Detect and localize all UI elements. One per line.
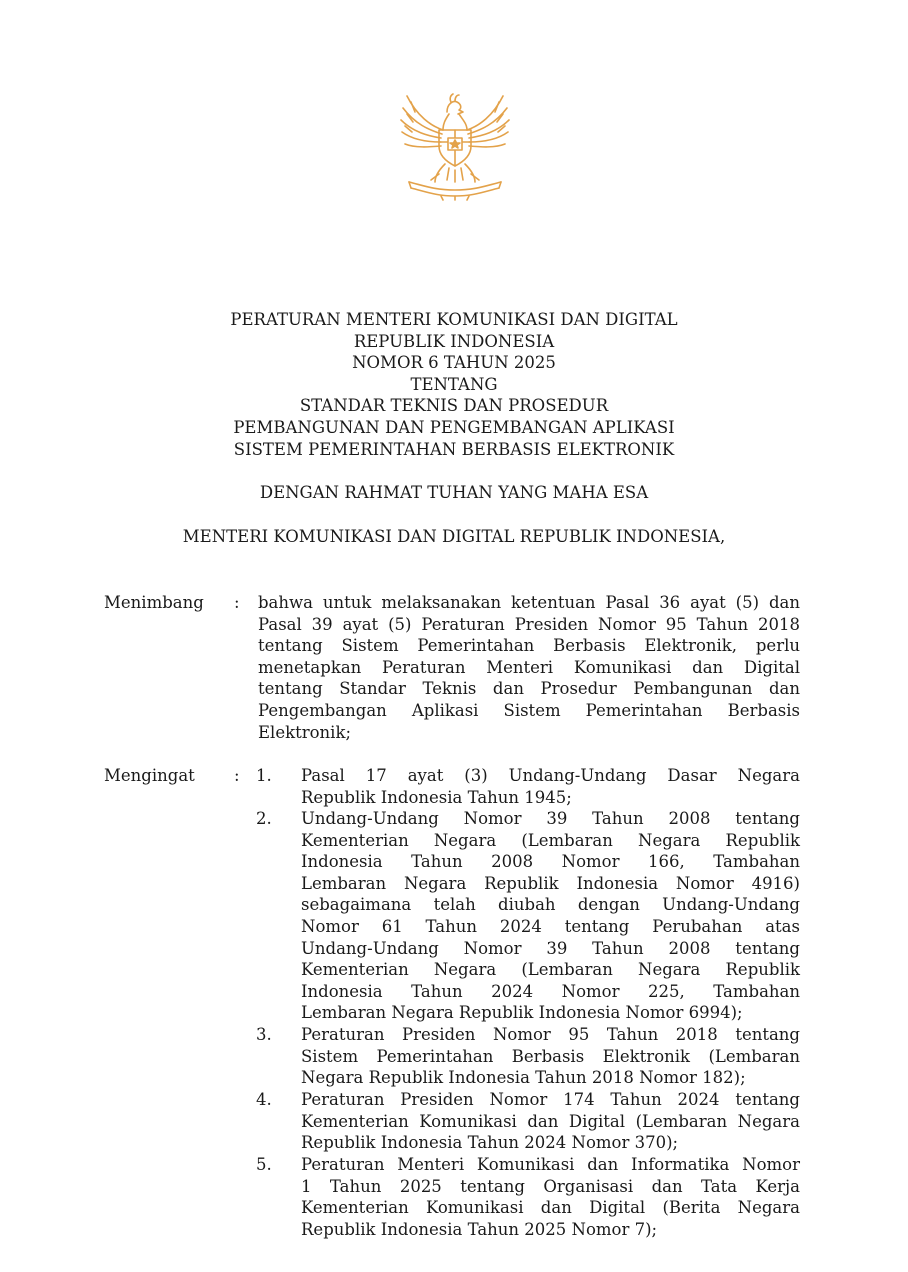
title-line: SISTEM PEMERINTAHAN BERBASIS ELEKTRONIK: [233, 439, 675, 459]
title-line: TENTANG: [410, 374, 498, 394]
regulation-title: [0, 309, 908, 460]
text-line: Sistem Pemerintahan Berbasis Elektronik (Lembaran: [301, 1046, 800, 1066]
text-line: Kementerian Negara (Lembaran Negara Republik: [301, 830, 800, 850]
item-number: 4.: [256, 1090, 272, 1109]
text-line: Peraturan Presiden Nomor 95 Tahun 2018 tentang: [301, 1025, 800, 1044]
text-line: 1 Tahun 2025 tentang Organisasi dan Tata Kerja: [301, 1176, 800, 1196]
text-line: sebagaimana telah diubah dengan Undang-Undang: [301, 895, 800, 915]
text-line: Undang-Undang Nomor 39 Tahun 2008 tentang: [301, 938, 800, 958]
text-line: Elektronik;: [258, 722, 351, 742]
text-line: Pasal 17 ayat (3) Undang-Undang Dasar Negara: [301, 766, 800, 785]
item-number: 2.: [256, 809, 272, 828]
item-number: 3.: [256, 1025, 272, 1044]
text-line: Republik Indonesia Tahun 1945;: [301, 787, 572, 807]
garuda-emblem-icon: [395, 90, 515, 202]
text-line: Kementerian Komunikasi dan Digital (Berita Negara: [301, 1198, 800, 1218]
menimbang-colon: :: [234, 593, 240, 612]
text-line: Undang-Undang Nomor 39 Tahun 2008 tentang: [301, 809, 800, 828]
mengingat-label: Mengingat: [104, 766, 195, 785]
invocation: DENGAN RAHMAT TUHAN YANG MAHA ESA: [259, 483, 649, 502]
text-line: Kementerian Negara (Lembaran Negara Republik: [301, 960, 800, 980]
item-text: [301, 1024, 800, 1089]
mengingat-colon: :: [234, 766, 240, 785]
text-line: Peraturan Menteri Komunikasi dan Informatika Nomor: [301, 1155, 800, 1174]
text-line: Nomor 61 Tahun 2024 tentang Perubahan atas: [301, 916, 800, 936]
text-line: Kementerian Komunikasi dan Digital (Lembaran Negara: [301, 1111, 800, 1131]
menimbang-text: [258, 592, 800, 743]
item-text: [301, 765, 800, 808]
menimbang-label: Menimbang: [104, 593, 204, 612]
text-line: Lembaran Negara Republik Indonesia Nomor 6994);: [301, 1003, 743, 1023]
text-line: Republik Indonesia Tahun 2024 Nomor 370);: [301, 1133, 679, 1153]
title-line: REPUBLIK INDONESIA: [353, 331, 555, 351]
title-line: PERATURAN MENTERI KOMUNIKASI DAN DIGITAL: [230, 310, 678, 329]
text-line: tentang Sistem Pemerintahan Berbasis Elektronik, perlu: [258, 636, 800, 656]
text-line: menetapkan Peraturan Menteri Komunikasi dan Digital: [258, 657, 800, 677]
text-line: Indonesia Tahun 2008 Nomor 166, Tambahan: [301, 852, 800, 872]
item-text: [301, 1089, 800, 1154]
authority-line: MENTERI KOMUNIKASI DAN DIGITAL REPUBLIK INDONESIA,: [182, 527, 726, 546]
text-line: Negara Republik Indonesia Tahun 2018 Nomor 182);: [301, 1068, 746, 1088]
item-text: [301, 1154, 800, 1240]
text-line: Peraturan Presiden Nomor 174 Tahun 2024 tentang: [301, 1090, 800, 1109]
title-line: PEMBANGUNAN DAN PENGEMBANGAN APLIKASI: [233, 417, 675, 437]
item-text: [301, 808, 800, 1024]
item-number: 1.: [256, 766, 272, 785]
text-line: Republik Indonesia Tahun 2025 Nomor 7);: [301, 1219, 658, 1239]
text-line: Indonesia Tahun 2024 Nomor 225, Tambahan: [301, 981, 800, 1001]
text-line: Pengembangan Aplikasi Sistem Pemerintahan Berbasis: [258, 700, 800, 720]
item-number: 5.: [256, 1155, 272, 1174]
text-line: Pasal 39 ayat (5) Peraturan Presiden Nomor 95 Tahun 2018: [258, 614, 800, 634]
text-line: Lembaran Negara Republik Indonesia Nomor 4916): [301, 873, 800, 893]
title-line: STANDAR TEKNIS DAN PROSEDUR: [299, 396, 609, 416]
title-line: NOMOR 6 TAHUN 2025: [352, 353, 556, 373]
text-line: bahwa untuk melaksanakan ketentuan Pasal 36 ayat (5) dan: [258, 593, 800, 612]
text-line: tentang Standar Teknis dan Prosedur Pembangunan dan: [258, 679, 800, 699]
